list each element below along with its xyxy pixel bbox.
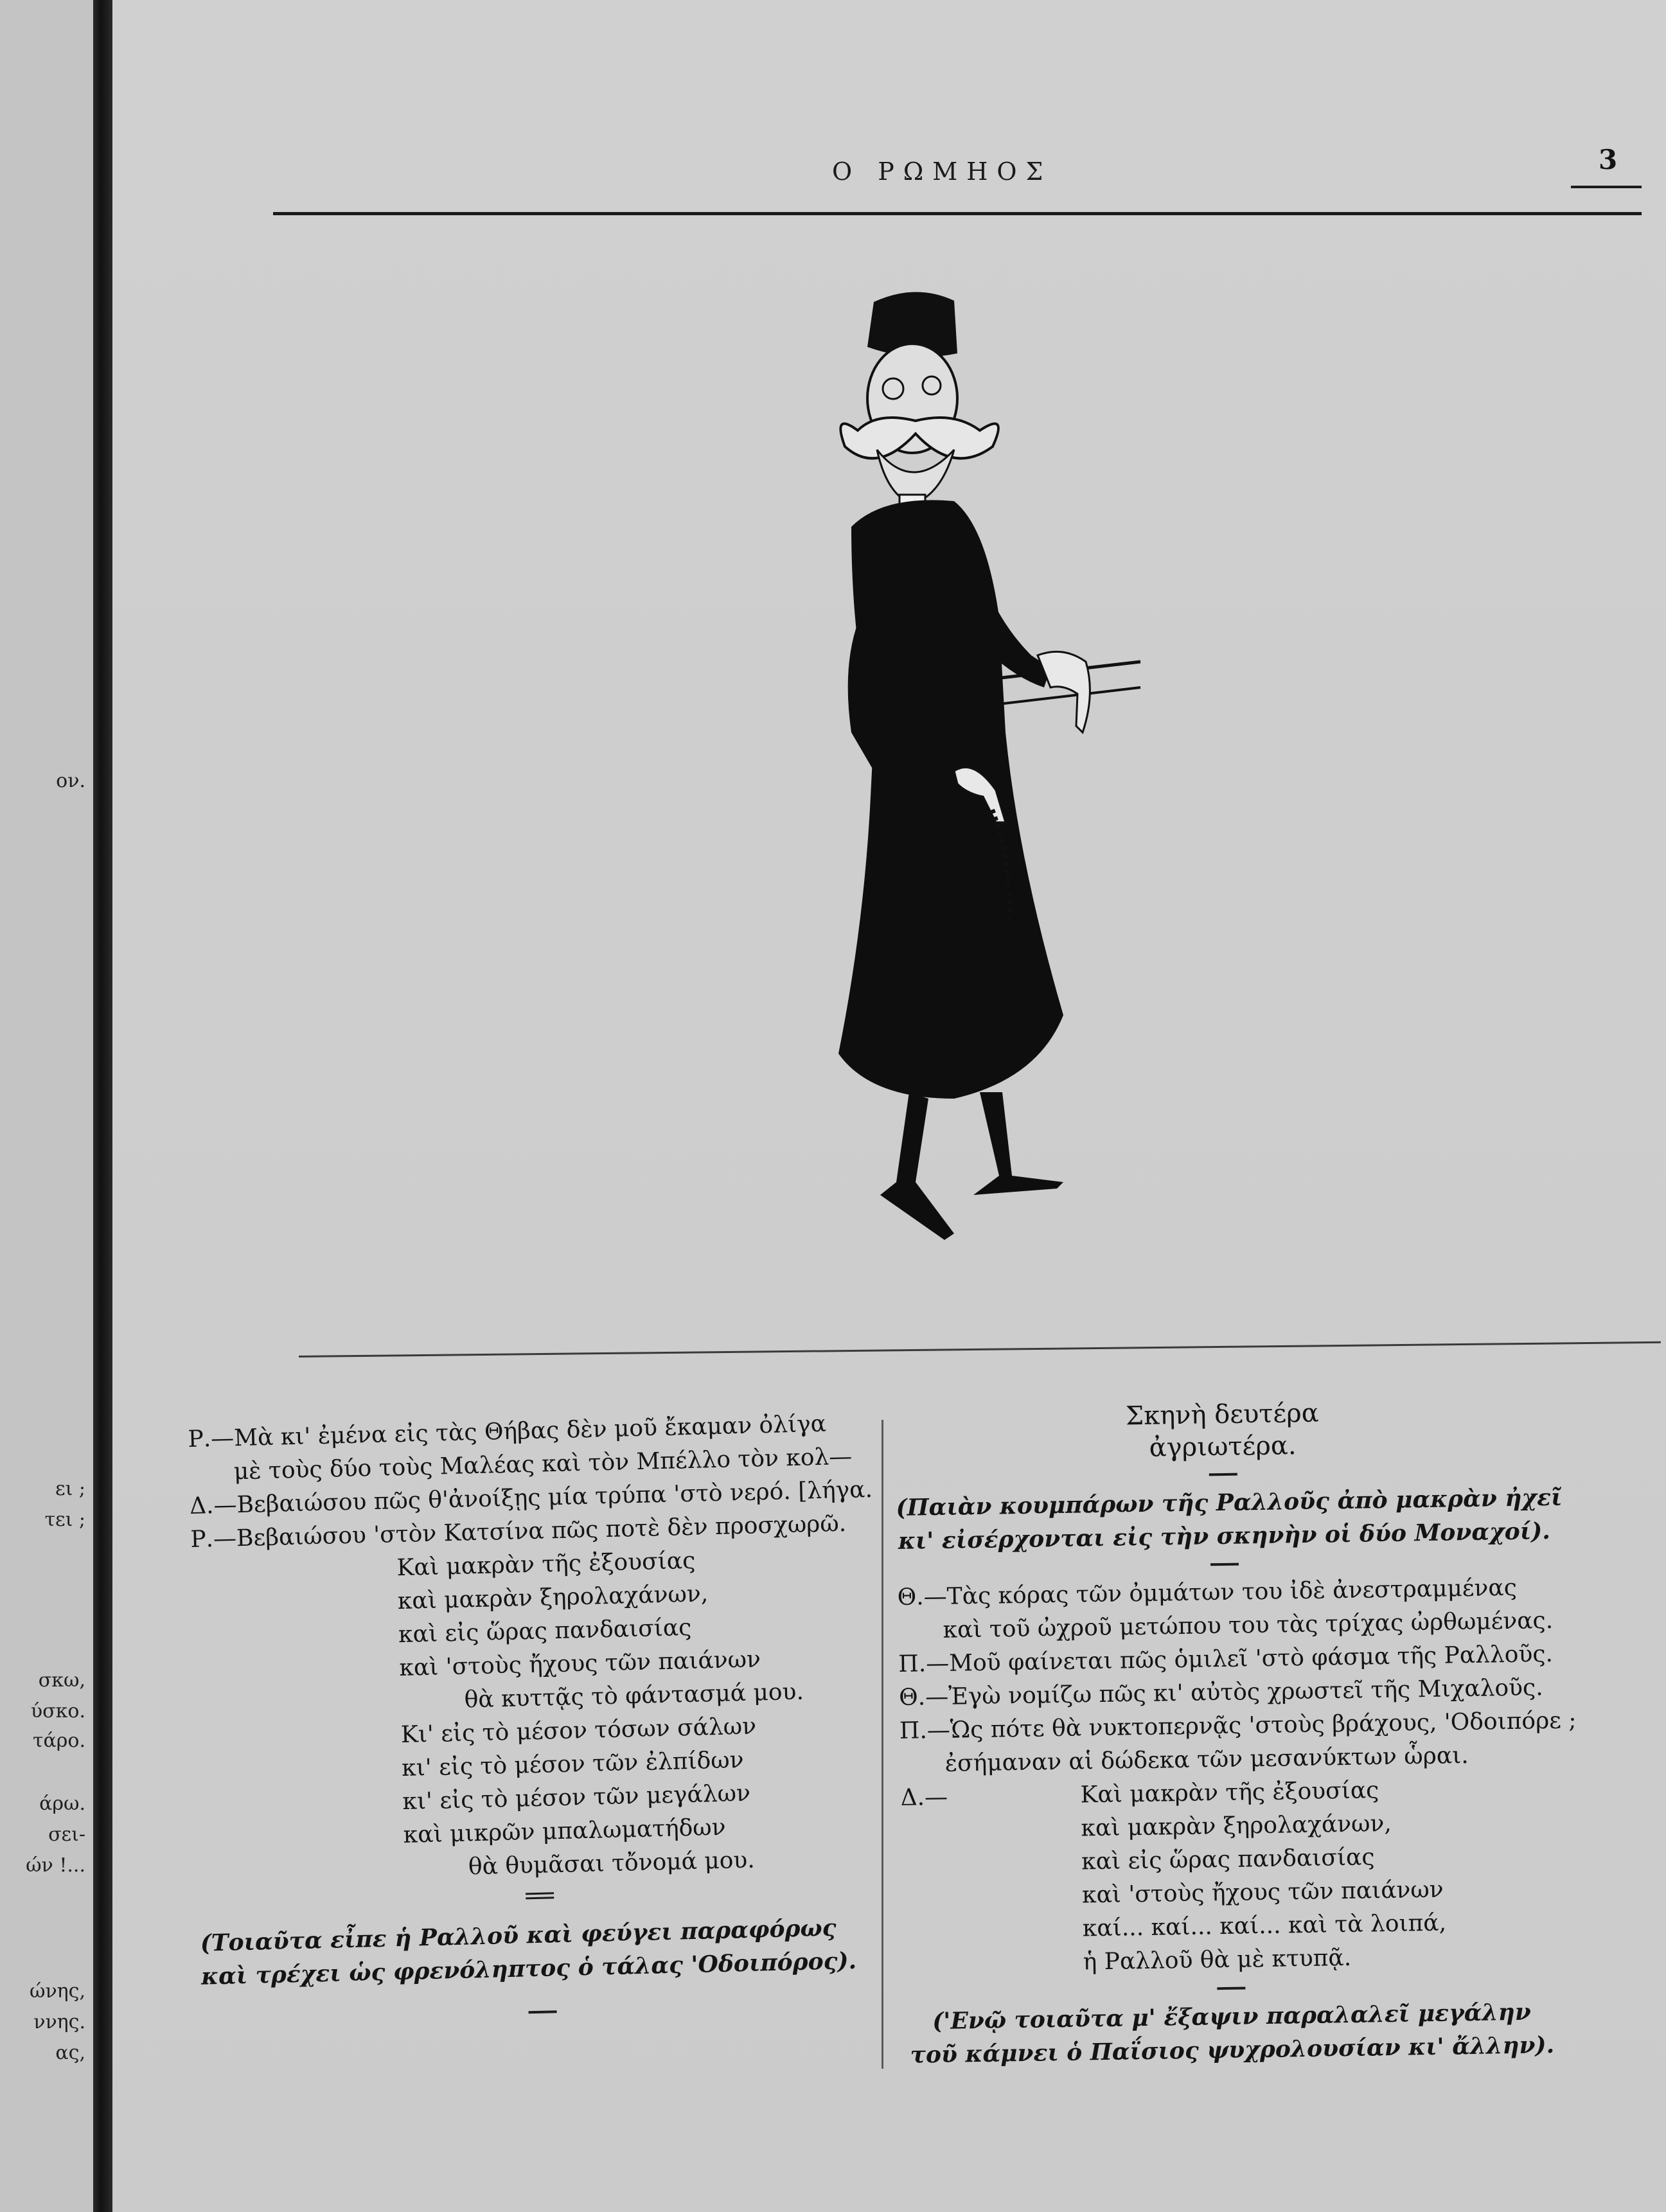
dialogue-text: Μοῦ φαίνεται πῶς ὁμιλεῖ 'στὸ φάσμα τῆς Ραλλοῦς.: [948, 1640, 1554, 1677]
right-text-column: [894, 1394, 1577, 2072]
speaker-label: Π.—: [899, 1717, 951, 1744]
verse-line: καὶ εἰς ὥρας πανδαισίας: [398, 1614, 692, 1649]
adjacent-page-fragment: ύσκο.: [30, 1700, 85, 1722]
header-rule: [273, 212, 1642, 215]
monk-caricature-illustration: [761, 283, 1185, 1285]
verse-line: κι' εἰς τὸ μέσον τῶν μεγάλων: [402, 1780, 751, 1815]
verse-line: θὰ θυμᾶσαι τὄνομά μου.: [468, 1846, 756, 1880]
speaker-label: Ρ.—: [190, 1525, 237, 1553]
verse-line: καὶ μικρῶν μπαλωματήδων: [403, 1814, 726, 1848]
left-text-column: [188, 1406, 883, 2032]
speaker-label: Δ.—: [900, 1783, 948, 1811]
adjacent-page-fragment: τει ;: [44, 1509, 85, 1531]
adjacent-page-strip: [0, 0, 93, 2212]
verse-line: καὶ μακρὰν ξηρολαχάνων,: [1081, 1810, 1392, 1842]
speaker-label: Π.—: [898, 1650, 950, 1677]
verse-line: Καὶ μακρὰν τῆς ἐξουσίας: [396, 1547, 696, 1582]
section-separator: [529, 2010, 557, 2013]
scene-title: [894, 1394, 1550, 1468]
stage-direction-line: καὶ τρέχει ὡς φρενόληπτος ὁ τάλας 'Οδοιπόρος).: [200, 1947, 857, 1990]
stage-direction-line: (Παιὰν κουμπάρων τῆς Ραλλοῦς ἀπὸ μακρὰν ἠχεῖ: [896, 1483, 1563, 1521]
adjacent-page-fragment: σει-: [48, 1823, 85, 1846]
verse-line: ἡ Ραλλοῦ θὰ μὲ κτυπᾷ.: [1083, 1944, 1352, 1976]
section-separator: [1217, 1987, 1245, 1990]
page-number: 3: [1599, 144, 1618, 175]
verse-line: καὶ 'στοὺς ἤχους τῶν παιάνων: [1081, 1876, 1444, 1909]
section-separator: [1210, 1563, 1239, 1566]
section-rule: [299, 1341, 1661, 1358]
verse-line: καὶ εἰς ὥρας πανδαισίας: [1081, 1844, 1375, 1875]
stage-direction-line: κι' εἰσέρχονται εἰς τὴν σκηνὴν οἱ δύο Μοναχοί).: [898, 1517, 1551, 1555]
section-separator: [526, 1892, 554, 1899]
speaker-label: Θ.—: [898, 1683, 949, 1711]
verse-text: Καὶ μακρὰν τῆς ἐξουσίας: [1080, 1777, 1379, 1809]
scene-title-line: Σκηνὴ δευτέρα: [1125, 1398, 1320, 1431]
verse-line: κι' εἰς τὸ μέσον τῶν ἐλπίδων: [401, 1747, 744, 1782]
adjacent-page-fragment: ας,: [55, 2042, 85, 2064]
adjacent-page-fragment: ει ;: [55, 1478, 85, 1500]
scene-title-line: ἀγριωτέρα.: [1149, 1431, 1297, 1463]
page-number-rule: [1571, 186, 1642, 188]
stage-direction-line: (Τοιαῦτα εἶπε ἡ Ραλλοῦ καὶ φεύγει παραφόρως: [200, 1914, 837, 1957]
adjacent-page-fragment: άρω.: [39, 1792, 85, 1815]
dialogue-text: Ὡς πότε θὰ νυκτοπερνᾷς 'στοὺς βράχους, 'Οδοιπόρε ;: [950, 1707, 1577, 1744]
dialogue-text: Βεβαιώσου πῶς θ'ἀνοίξῃς μία τρύπα 'στὸ νερό. [λήγα.: [236, 1476, 873, 1519]
adjacent-page-fragment: ώνης,: [29, 1980, 85, 2003]
adjacent-page-fragment: ννης.: [33, 2011, 85, 2033]
stage-direction-line: τοῦ κάμνει ὁ Παΐσιος ψυχρολουσίαν κι' ἄλλην).: [910, 2031, 1555, 2069]
adjacent-page-fragment: ών !...: [26, 1854, 85, 1877]
newspaper-title: Ο ΡΩΜΗΟΣ: [832, 157, 1052, 186]
dialogue-text: μὲ τοὺς δύο τοὺς Μαλέας καὶ τὸν Μπέλλο τὸν κολ—: [233, 1443, 853, 1485]
adjacent-page-fragment: σκω,: [38, 1669, 85, 1692]
verse-line: καί... καί... καί... καὶ τὰ λοιπά,: [1082, 1909, 1447, 1942]
verse-line: καὶ 'στοὺς ἤχους τῶν παιάνων: [398, 1646, 761, 1682]
adjacent-page-fragment: ον.: [56, 770, 85, 792]
dialogue-text: καὶ τοῦ ὠχροῦ μετώπου του τὰς τρίχας ὠρθωμένας.: [943, 1607, 1554, 1643]
speaker-label: Θ.—: [897, 1583, 948, 1611]
verse-line: θὰ κυττᾷς τὸ φάντασμά μου.: [464, 1678, 804, 1713]
book-spine-shadow: [93, 0, 112, 2212]
verse-line: καὶ μακρὰν ξηρολαχάνων,: [397, 1580, 709, 1615]
dialogue-text: Μὰ κι' ἐμένα εἰς τὰς Θήβας δὲν μοῦ ἔκαμαν ὀλίγα: [233, 1410, 827, 1452]
dialogue-text: Ἐγὼ νομίζω πῶς κι' αὐτὸς χρωστεῖ τῆς Μιχαλοῦς.: [948, 1674, 1543, 1710]
dialogue-text: Βεβαιώσου 'στὸν Κατσίνα πῶς ποτὲ δὲν προσχωρῶ.: [236, 1510, 847, 1552]
section-separator: [1209, 1473, 1237, 1476]
dialogue-text: ἐσήμαναν αἱ δώδεκα τῶν μεσανύκτων ὧραι.: [944, 1742, 1469, 1777]
adjacent-page-fragment: τάρο.: [32, 1730, 85, 1752]
verse-line: Κι' εἰς τὸ μέσον τόσων σάλων: [400, 1713, 757, 1749]
speaker-label: Δ.—: [189, 1492, 238, 1519]
stage-direction-line: ('Ενῷ τοιαῦτα μ' ἔξαψιν παραλαλεῖ μεγάλην: [932, 1998, 1532, 2035]
speaker-label: Ρ.—: [188, 1425, 235, 1453]
dialogue-text: Τὰς κόρας τῶν ὀμμάτων του ἰδὲ ἀνεστραμμένας: [946, 1574, 1518, 1610]
